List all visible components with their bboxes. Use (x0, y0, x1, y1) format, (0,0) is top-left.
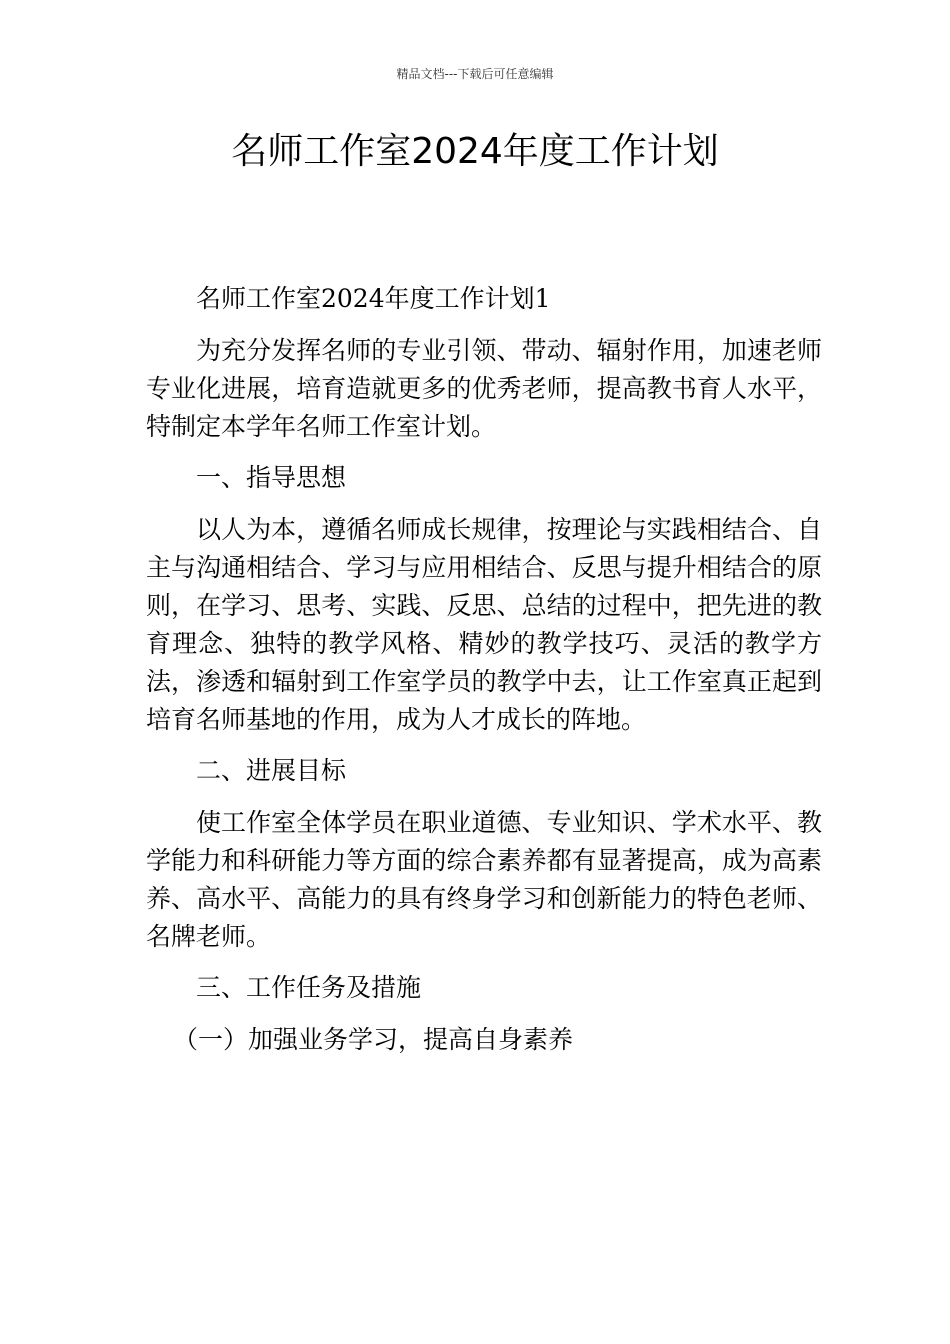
document-title: 名师工作室2024年度工作计划 (231, 131, 719, 172)
section-heading-tasks-measures: 三、工作任务及措施 (196, 973, 422, 1002)
document-body (146, 280, 822, 1072)
development-goals-paragraph: 使工作室全体学员在职业道德、专业知识、学术水平、教学能力和科研能力等方面的综合素养都有显著提高，成为高素养、高水平、高能力的具有终身学习和创新能力的特色老师、名牌老师。 (146, 807, 822, 951)
section-heading-plan-1: 名师工作室2024年度工作计划1 (196, 284, 551, 313)
guiding-ideology-paragraph: 以人为本，遵循名师成长规律，按理论与实践相结合、自主与沟通相结合、学习与应用相结合、反思与提升相结合的原则，在学习、思考、实践、反思、总结的过程中，把先进的教育理念、独特的教学风格、精妙的教学技巧、灵活的教学方法，渗透和辐射到工作室学员的教学中去，让工作室真正起到培育名师基地的作用，成为人才成长的阵地。 (146, 514, 822, 734)
section-heading-development-goals: 二、进展目标 (196, 756, 347, 785)
intro-paragraph: 为充分发挥名师的专业引领、带动、辐射作用，加速老师专业化进展，培育造就更多的优秀老师，提高教书育人水平，特制定本学年名师工作室计划。 (146, 335, 822, 441)
subsection-heading-study: （一）加强业务学习，提高自身素养 (173, 1024, 574, 1054)
page-header: 精品文档---下载后可任意编辑 (396, 67, 554, 81)
section-heading-guiding-ideology: 一、指导思想 (196, 463, 347, 492)
